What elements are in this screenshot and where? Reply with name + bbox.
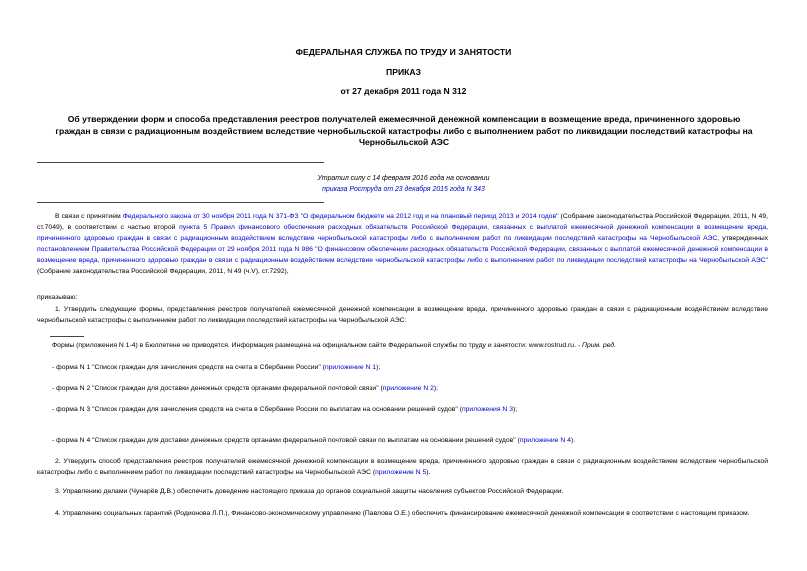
item-2 bbox=[37, 457, 768, 479]
form-text: - форма N 4 "Список граждан для доставки денежных средств органами федеральной почтовой связи по выплатам на основании решений судов" ( bbox=[52, 437, 520, 444]
divider bbox=[37, 202, 324, 203]
order-word: приказываю: bbox=[37, 294, 78, 301]
form-tail: ); bbox=[512, 406, 518, 413]
form-item-3 bbox=[52, 406, 768, 413]
item-4: 4. Управлению социальных гарантий (Родионова Л.П.), Финансово-экономическому управлению (Павлова О.Е.) обеспечить финансирование ежемесячной денежной компенсации в соответствии с настоящим приказом. bbox=[55, 510, 750, 517]
doc-date-number: от 27 декабря 2011 года N 312 bbox=[340, 86, 467, 96]
lost-force-basis bbox=[0, 186, 807, 193]
appendix-3-link[interactable]: приложения N 3 bbox=[461, 406, 513, 413]
form-text: - форма N 1 "Список граждан для зачисления средств на счета в Сбербанке России" ( bbox=[52, 364, 325, 371]
footnote-rule bbox=[50, 336, 84, 337]
rules-point-link[interactable]: пункта 5 Правил финансового обеспечения расходных обязательств Российской Федерации, связанных с выплатой ежемесячной денежной компенсации в возмещение вреда, причиненного здоровью граждан в связи с радиационным воздействием вследствие чернобыльской катастрофы либо с выполнением работ по ликвидации последствий катастрофы на Чернобыльской АЭС bbox=[37, 223, 768, 242]
form-text: - форма N 3 "Список граждан для зачисления средств на счета в Сбербанке России по выплатам на основании решений судов" ( bbox=[52, 406, 462, 413]
doc-title: Об утверждении форм и способа представления реестров получателей ежемесячной денежной компенсации в возмещение вреда, причиненного здоровью граждан в связи с радиационным воздействием вследствие чернобыльской катастрофы либо с выполнением работ по ликвидации последствий катастрофы на Чернобыльской АЭС bbox=[55, 114, 753, 148]
federal-law-link[interactable]: Федерального закона от 30 ноября 2011 года N 371-ФЗ "О федеральном бюджете на 2012 год и на плановый период 2013 и 2014 годов" bbox=[122, 213, 559, 220]
divider bbox=[37, 162, 324, 163]
form-tail: ); bbox=[433, 385, 439, 392]
form-item-2 bbox=[52, 385, 768, 392]
appendix-2-link[interactable]: приложение N 2 bbox=[382, 385, 434, 392]
footnote-note: Прим. ред. bbox=[582, 342, 617, 349]
form-tail: ); bbox=[376, 364, 381, 371]
item-1: 1. Утвердить следующие формы, представления реестров получателей ежемесячной денежной компенсации в возмещение вреда, причиненного здоровью граждан в связи с радиационным воздействием вследствие чернобыльской катастрофы с выполнением работ по ликвидации последствий катастрофы на Чернобыльской АЭС: bbox=[37, 306, 768, 324]
item-3: 3. Управлению делами (Чунарёв Д.В.) обеспечить доведение настоящего приказа до органов социальной защиты населения субъектов Российской Федерации. bbox=[55, 488, 564, 495]
government-decree-link[interactable]: постановлением Правительства Российской Федерации от 29 ноября 2011 года N 986 "О финансовом обеспечении расходных обязательств Российской Федерации, связанных с выплатой ежемесячной денежной компенсации в возмещение вреда, причиненного здоровью граждан в связи с радиационным воздействием вследствие чернобыльской катастрофы либо с выполнением работ по ликвидации последствий катастрофы на Чернобыльской АЭС" bbox=[37, 245, 768, 264]
form-item-1 bbox=[52, 364, 768, 371]
preamble-text: В связи с принятием bbox=[55, 213, 123, 220]
form-item-4 bbox=[52, 437, 768, 444]
preamble-text: (Собрание законодательства Российской Федерации, 2011, N 49 (ч.V), ст.7292), bbox=[37, 267, 289, 275]
basis-link[interactable]: приказа Роструда от 23 декабря 2015 года N 343 bbox=[322, 186, 485, 193]
preamble-text: , утвержденных bbox=[717, 234, 768, 242]
preamble-text: (Собрание законодательства Российской Федерации, 2011, N 49, ст.7049), в соответствии с частью второй bbox=[37, 213, 768, 231]
lost-force-note: Утратил силу с 14 февраля 2016 года на основании bbox=[317, 175, 490, 182]
footnote-text: Формы (приложения N 1-4) в Бюллетене не приводятся. Информация размещена на официальном сайте Федеральной службы по труду и занятости: www.rostrud.ru. - bbox=[52, 342, 583, 349]
appendix-4-link[interactable]: приложение N 4 bbox=[519, 437, 571, 444]
appendix-1-link[interactable]: приложение N 1 bbox=[324, 364, 377, 371]
form-tail: ). bbox=[570, 437, 576, 444]
appendix-5-link[interactable]: приложение N 5 bbox=[375, 468, 427, 476]
doc-type: ПРИКАЗ bbox=[386, 67, 421, 77]
form-text: - форма N 2 "Список граждан для доставки денежных средств органами федеральной почтовой связи" ( bbox=[52, 385, 383, 392]
agency-name: ФЕДЕРАЛЬНАЯ СЛУЖБА ПО ТРУДУ И ЗАНЯТОСТИ bbox=[295, 47, 512, 57]
preamble-paragraph bbox=[37, 212, 768, 277]
item-2-text: 2. Утвердить способ представления реестров получателей ежемесячной денежной компенсации в возмещение вреда, причиненного здоровью граждан в связи с радиационным воздействием вследствие чернобыльской катастрофы либо с выполнением работ по ликвидации последствий катастрофы на Чернобыльской АЭС ( bbox=[37, 458, 768, 476]
item-2-tail: ). bbox=[426, 468, 431, 476]
footnote bbox=[52, 342, 616, 349]
